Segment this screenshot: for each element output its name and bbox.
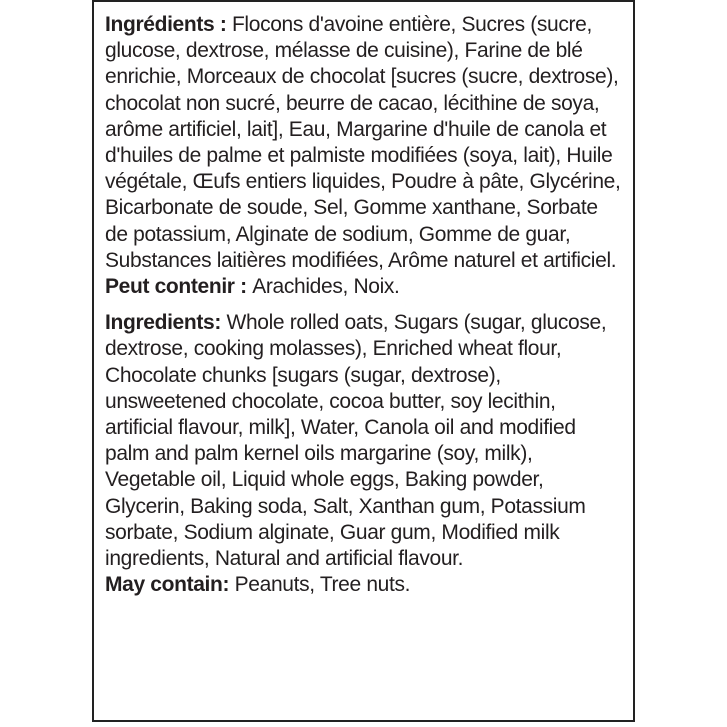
ingredient-label-panel: [92, 0, 635, 722]
french-may-contain-heading: Peut contenir :: [105, 275, 253, 299]
english-ingredients-heading: Ingredients:: [105, 311, 227, 335]
french-ingredients-section: [105, 12, 625, 300]
french-may-contain-paragraph: [105, 274, 625, 300]
french-ingredients-list: Flocons d'avoine entière, Sucres (sucre, glucose, dextrose, mélasse de cuisine), Farine de blé enrichie, Morceaux de chocolat [sucres (sucre, dextrose), chocolat non sucré, beurre de cacao, lécithine de soya, arôme artificiel, lait], Eau, Margarine d'huile de canola et d'huiles de palme et palmiste modifiées (soya, lait), Huile végétale, Œufs entiers liquides, Poudre à pâte, Glycérine, Bicarbonate de soude, Sel, Gomme xanthane, Sorbate de potassium, Alginate de sodium, Gomme de guar, Substances laitières modifiées, Arôme naturel et artificiel.: [105, 13, 621, 272]
french-ingredients-heading: Ingrédients :: [105, 13, 232, 36]
english-ingredients-list: Whole rolled oats, Sugars (sugar, glucose, dextrose, cooking molasses), Enriched wheat flour, Chocolate chunks [sugars (sugar, dextrose), unsweetened chocolate, cocoa butter, soy lecithin, artificial flavour, milk], Water, Canola oil and modified palm and palm kernel oils margarine (soy, milk), Vegetable oil, Liquid whole eggs, Baking powder, Glycerin, Baking soda, Salt, Xanthan gum, Potassium sorbate, Sodium alginate, Guar gum, Modified milk ingredients, Natural and artificial flavour.: [105, 311, 607, 571]
french-may-contain-text: Arachides, Noix.: [252, 275, 400, 299]
english-ingredients-paragraph: [105, 310, 625, 572]
english-may-contain-paragraph: [105, 572, 625, 598]
french-ingredients-paragraph: [105, 12, 625, 274]
english-ingredients-section: [105, 310, 625, 598]
english-may-contain-heading: May contain:: [105, 573, 235, 597]
english-may-contain-text: Peanuts, Tree nuts.: [234, 573, 411, 597]
